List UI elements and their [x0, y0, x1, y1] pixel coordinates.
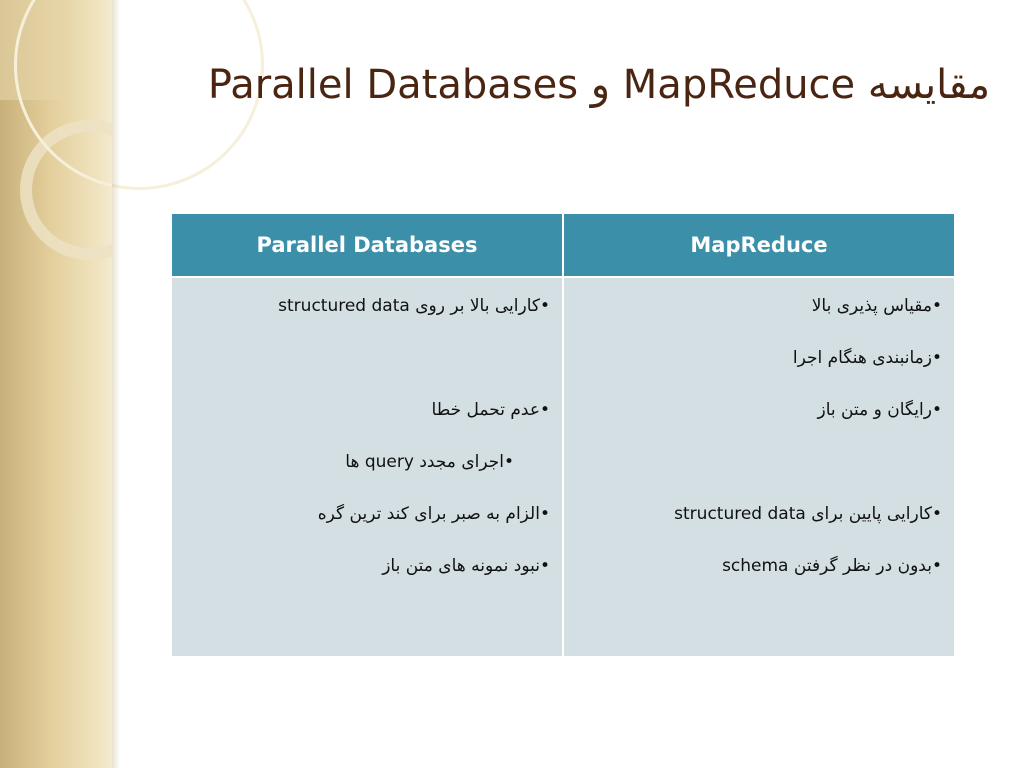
parallel-databases-list	[184, 292, 550, 604]
comparison-table	[170, 212, 956, 658]
list-item-text: کارایی پایین برای structured data	[674, 504, 932, 524]
bullet-icon: •	[931, 504, 942, 524]
list-spacer	[184, 344, 550, 396]
list-item	[576, 292, 942, 344]
list-item-text: کارایی بالا بر روی structured data	[278, 296, 540, 316]
list-item-text: مقیاس پذیری بالا	[811, 296, 932, 316]
list-item	[576, 552, 942, 604]
list-item-text: الزام به صبر برای کند ترین گره	[317, 504, 540, 524]
bullet-icon: •	[503, 452, 514, 472]
bullet-icon: •	[931, 296, 942, 316]
list-item-text: نبود نمونه های متن باز	[382, 556, 540, 576]
list-item-text: زمانبندی هنگام اجرا	[792, 348, 932, 368]
bullet-icon: •	[539, 400, 550, 420]
list-item-text: عدم تحمل خطا	[431, 400, 540, 420]
list-item-text: اجرای مجدد query ها	[345, 452, 504, 472]
slide-title: مقایسه MapReduce و Parallel Databases	[207, 62, 990, 108]
list-item	[184, 500, 550, 552]
bullet-icon: •	[539, 504, 550, 524]
list-item	[576, 500, 942, 552]
list-item	[184, 292, 550, 344]
list-item-text: رایگان و متن باز	[817, 400, 932, 420]
mapreduce-cell	[563, 277, 955, 657]
bullet-icon: •	[931, 556, 942, 576]
bullet-icon: •	[931, 348, 942, 368]
list-item	[184, 396, 550, 448]
header-mapreduce: MapReduce	[563, 213, 955, 277]
list-item	[184, 448, 550, 500]
bullet-icon: •	[931, 400, 942, 420]
bullet-icon: •	[539, 556, 550, 576]
list-item-text: بدون در نظر گرفتن schema	[722, 556, 932, 576]
list-item	[576, 396, 942, 448]
mapreduce-list	[576, 292, 942, 604]
parallel-databases-cell	[171, 277, 563, 657]
header-parallel-databases: Parallel Databases	[171, 213, 563, 277]
table-header-row	[171, 213, 955, 277]
list-item	[184, 552, 550, 604]
list-spacer	[576, 448, 942, 500]
table-body-row	[171, 277, 955, 657]
bullet-icon: •	[539, 296, 550, 316]
list-item	[576, 344, 942, 396]
side-panel-shadow	[112, 0, 120, 768]
